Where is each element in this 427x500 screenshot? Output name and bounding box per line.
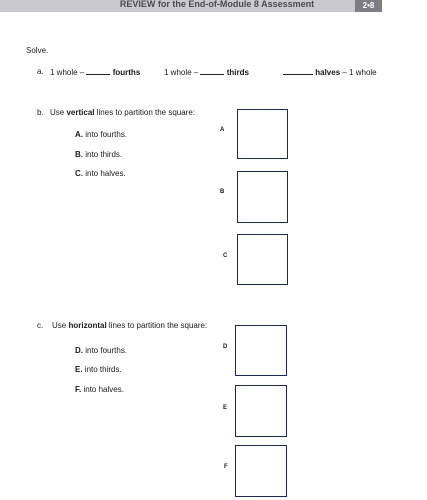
item-text: into thirds.	[85, 150, 123, 159]
part-a-item-3-bold: halves	[315, 68, 341, 77]
square-e[interactable]	[235, 385, 287, 437]
square-label-d: D	[223, 344, 228, 350]
item-text: into halves.	[85, 169, 126, 178]
part-a-item-2	[164, 67, 249, 77]
list-item-c	[75, 169, 126, 178]
module-badge: 2•8	[355, 0, 382, 12]
list-item-f	[75, 385, 124, 394]
square-label-c: C	[223, 253, 228, 259]
answer-blank[interactable]	[200, 67, 224, 75]
square-label-a: A	[220, 127, 225, 133]
square-a[interactable]	[237, 109, 288, 159]
prompt-post: lines to partition the square:	[108, 321, 208, 330]
item-letter: E.	[75, 365, 83, 374]
answer-blank[interactable]	[283, 67, 313, 75]
page-title: REVIEW for the End-of-Module 8 Assessment	[119, 0, 315, 9]
part-a-item-1-prefix: 1 whole –	[50, 68, 85, 77]
square-b[interactable]	[237, 171, 288, 223]
part-a-label: a.	[37, 67, 44, 76]
part-a-item-2-suffix: thirds	[226, 68, 249, 77]
list-item-e	[75, 365, 122, 374]
item-letter: F.	[75, 385, 82, 394]
item-text: into halves.	[83, 385, 124, 394]
list-item-d	[75, 346, 127, 355]
part-a-item-3-suffix: – 1 whole	[342, 68, 377, 77]
square-d[interactable]	[235, 325, 287, 376]
prompt-post: lines to partition the square:	[96, 108, 196, 117]
item-text: into thirds.	[84, 365, 122, 374]
part-b-label: b.	[37, 108, 44, 117]
part-b-prompt	[50, 108, 195, 117]
square-c[interactable]	[237, 234, 288, 285]
part-a-item-3	[283, 67, 377, 77]
instructions: Solve.	[26, 46, 49, 55]
part-a-item-2-prefix: 1 whole –	[164, 68, 199, 77]
prompt-bold: vertical	[66, 108, 95, 117]
part-c-label: c.	[37, 321, 44, 330]
item-letter: C.	[75, 169, 83, 178]
item-letter: A.	[75, 130, 83, 139]
prompt-bold: horizontal	[68, 321, 107, 330]
list-item-b	[75, 150, 122, 159]
list-item-a	[75, 130, 127, 139]
part-a-item-1-suffix: fourths	[112, 68, 141, 77]
square-label-f: F	[224, 464, 228, 470]
item-letter: B.	[75, 150, 83, 159]
item-text: into fourths.	[85, 346, 128, 355]
square-label-e: E	[223, 405, 228, 411]
square-label-b: B	[220, 189, 225, 195]
answer-blank[interactable]	[86, 67, 110, 75]
square-f[interactable]	[235, 445, 287, 497]
prompt-pre: Use	[50, 108, 65, 117]
item-letter: D.	[75, 346, 83, 355]
item-text: into fourths.	[85, 130, 128, 139]
part-c-prompt	[52, 321, 207, 330]
prompt-pre: Use	[52, 321, 67, 330]
part-a-item-1	[50, 67, 140, 77]
